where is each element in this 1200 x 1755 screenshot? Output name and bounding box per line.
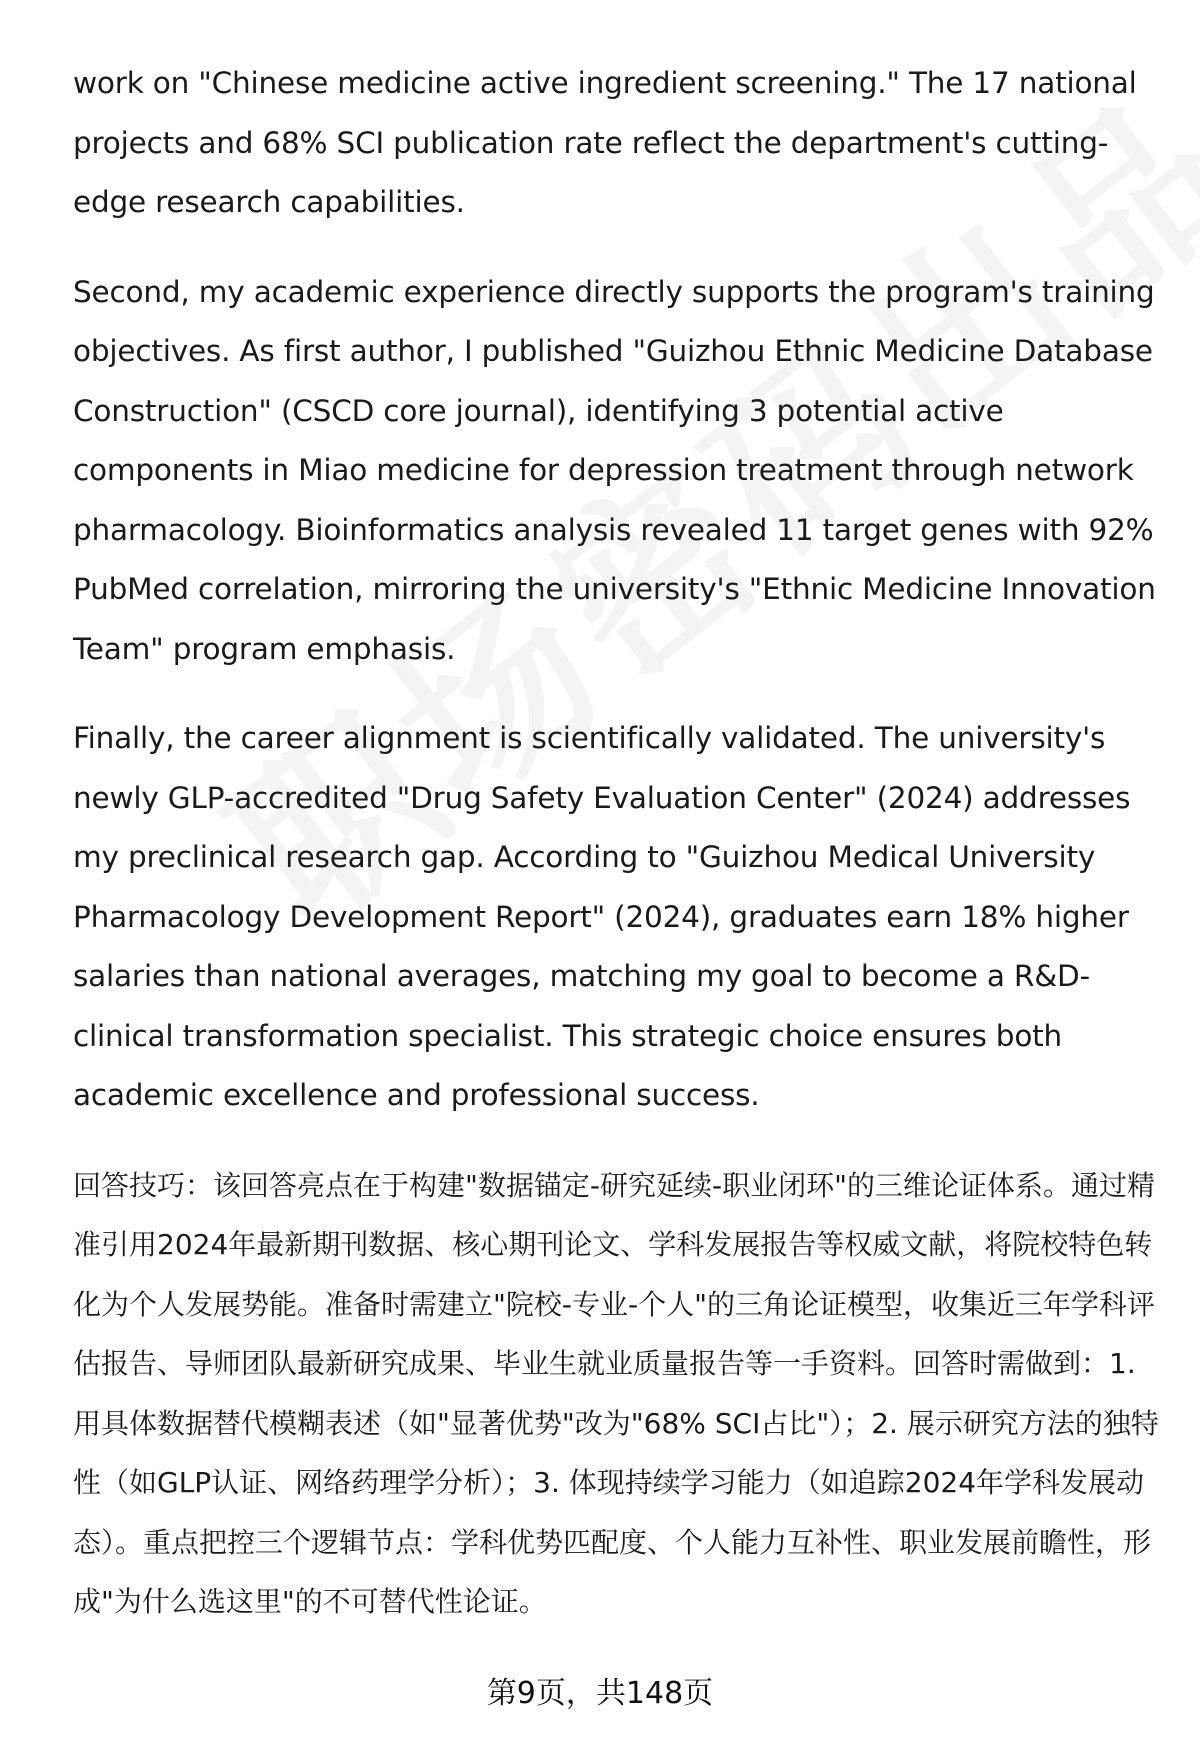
paragraph-3: Finally, the career alignment is scientifically validated. The university's newly GLP-accredited "Drug Safety Evaluation Center" (2024) addresses my preclinical research gap. According to "Guizhou Medical University Pharmacology Development Report" (2024), graduates earn 18% higher salaries than national averages, matching my goal to become a R&D-clinical transformation specialist. This strategic choice ensures both academic excellence and professional success.	[73, 721, 1131, 1112]
answer-tips-paragraph: 回答技巧：该回答亮点在于构建"数据锚定-研究延续-职业闭环"的三维论证体系。通过精准引用2024年最新期刊数据、核心期刊论文、学科发展报告等权威文献，将院校特色转化为个人发展势能。准备时需建立"院校-专业-个人"的三角论证模型，收集近三年学科评估报告、导师团队最新研究成果、毕业生就业质量报告等一手资料。回答时需做到：1. 用具体数据替代模糊表述（如"显著优势"改为"68% SCI占比"）；2. 展示研究方法的独特性（如GLP认证、网络药理学分析）；3. 体现持续学习能力（如追踪2024年学科发展动态）。重点把控三个逻辑节点：学科优势匹配度、个人能力互补性、职业发展前瞻性，形成"为什么选这里"的不可替代性论证。	[73, 1168, 1159, 1618]
paragraph-1: work on "Chinese medicine active ingredient screening." The 17 national projects and 68% SCI publication rate reflect the department's cutting-edge research capabilities.	[73, 66, 1137, 219]
document-body	[73, 54, 1163, 1662]
page-number-footer: 第9页，共148页	[486, 1676, 714, 1711]
paragraph-2: Second, my academic experience directly supports the program's training objectives. As first author, I published "Guizhou Ethnic Medicine Database Construction" (CSCD core journal), identifying 3 potential active components in Miao medicine for depression treatment through network pharmacology. Bioinformatics analysis revealed 11 target genes with 92% PubMed correlation, mirroring the university's "Ethnic Medicine Innovation Team" program emphasis.	[73, 274, 1156, 666]
